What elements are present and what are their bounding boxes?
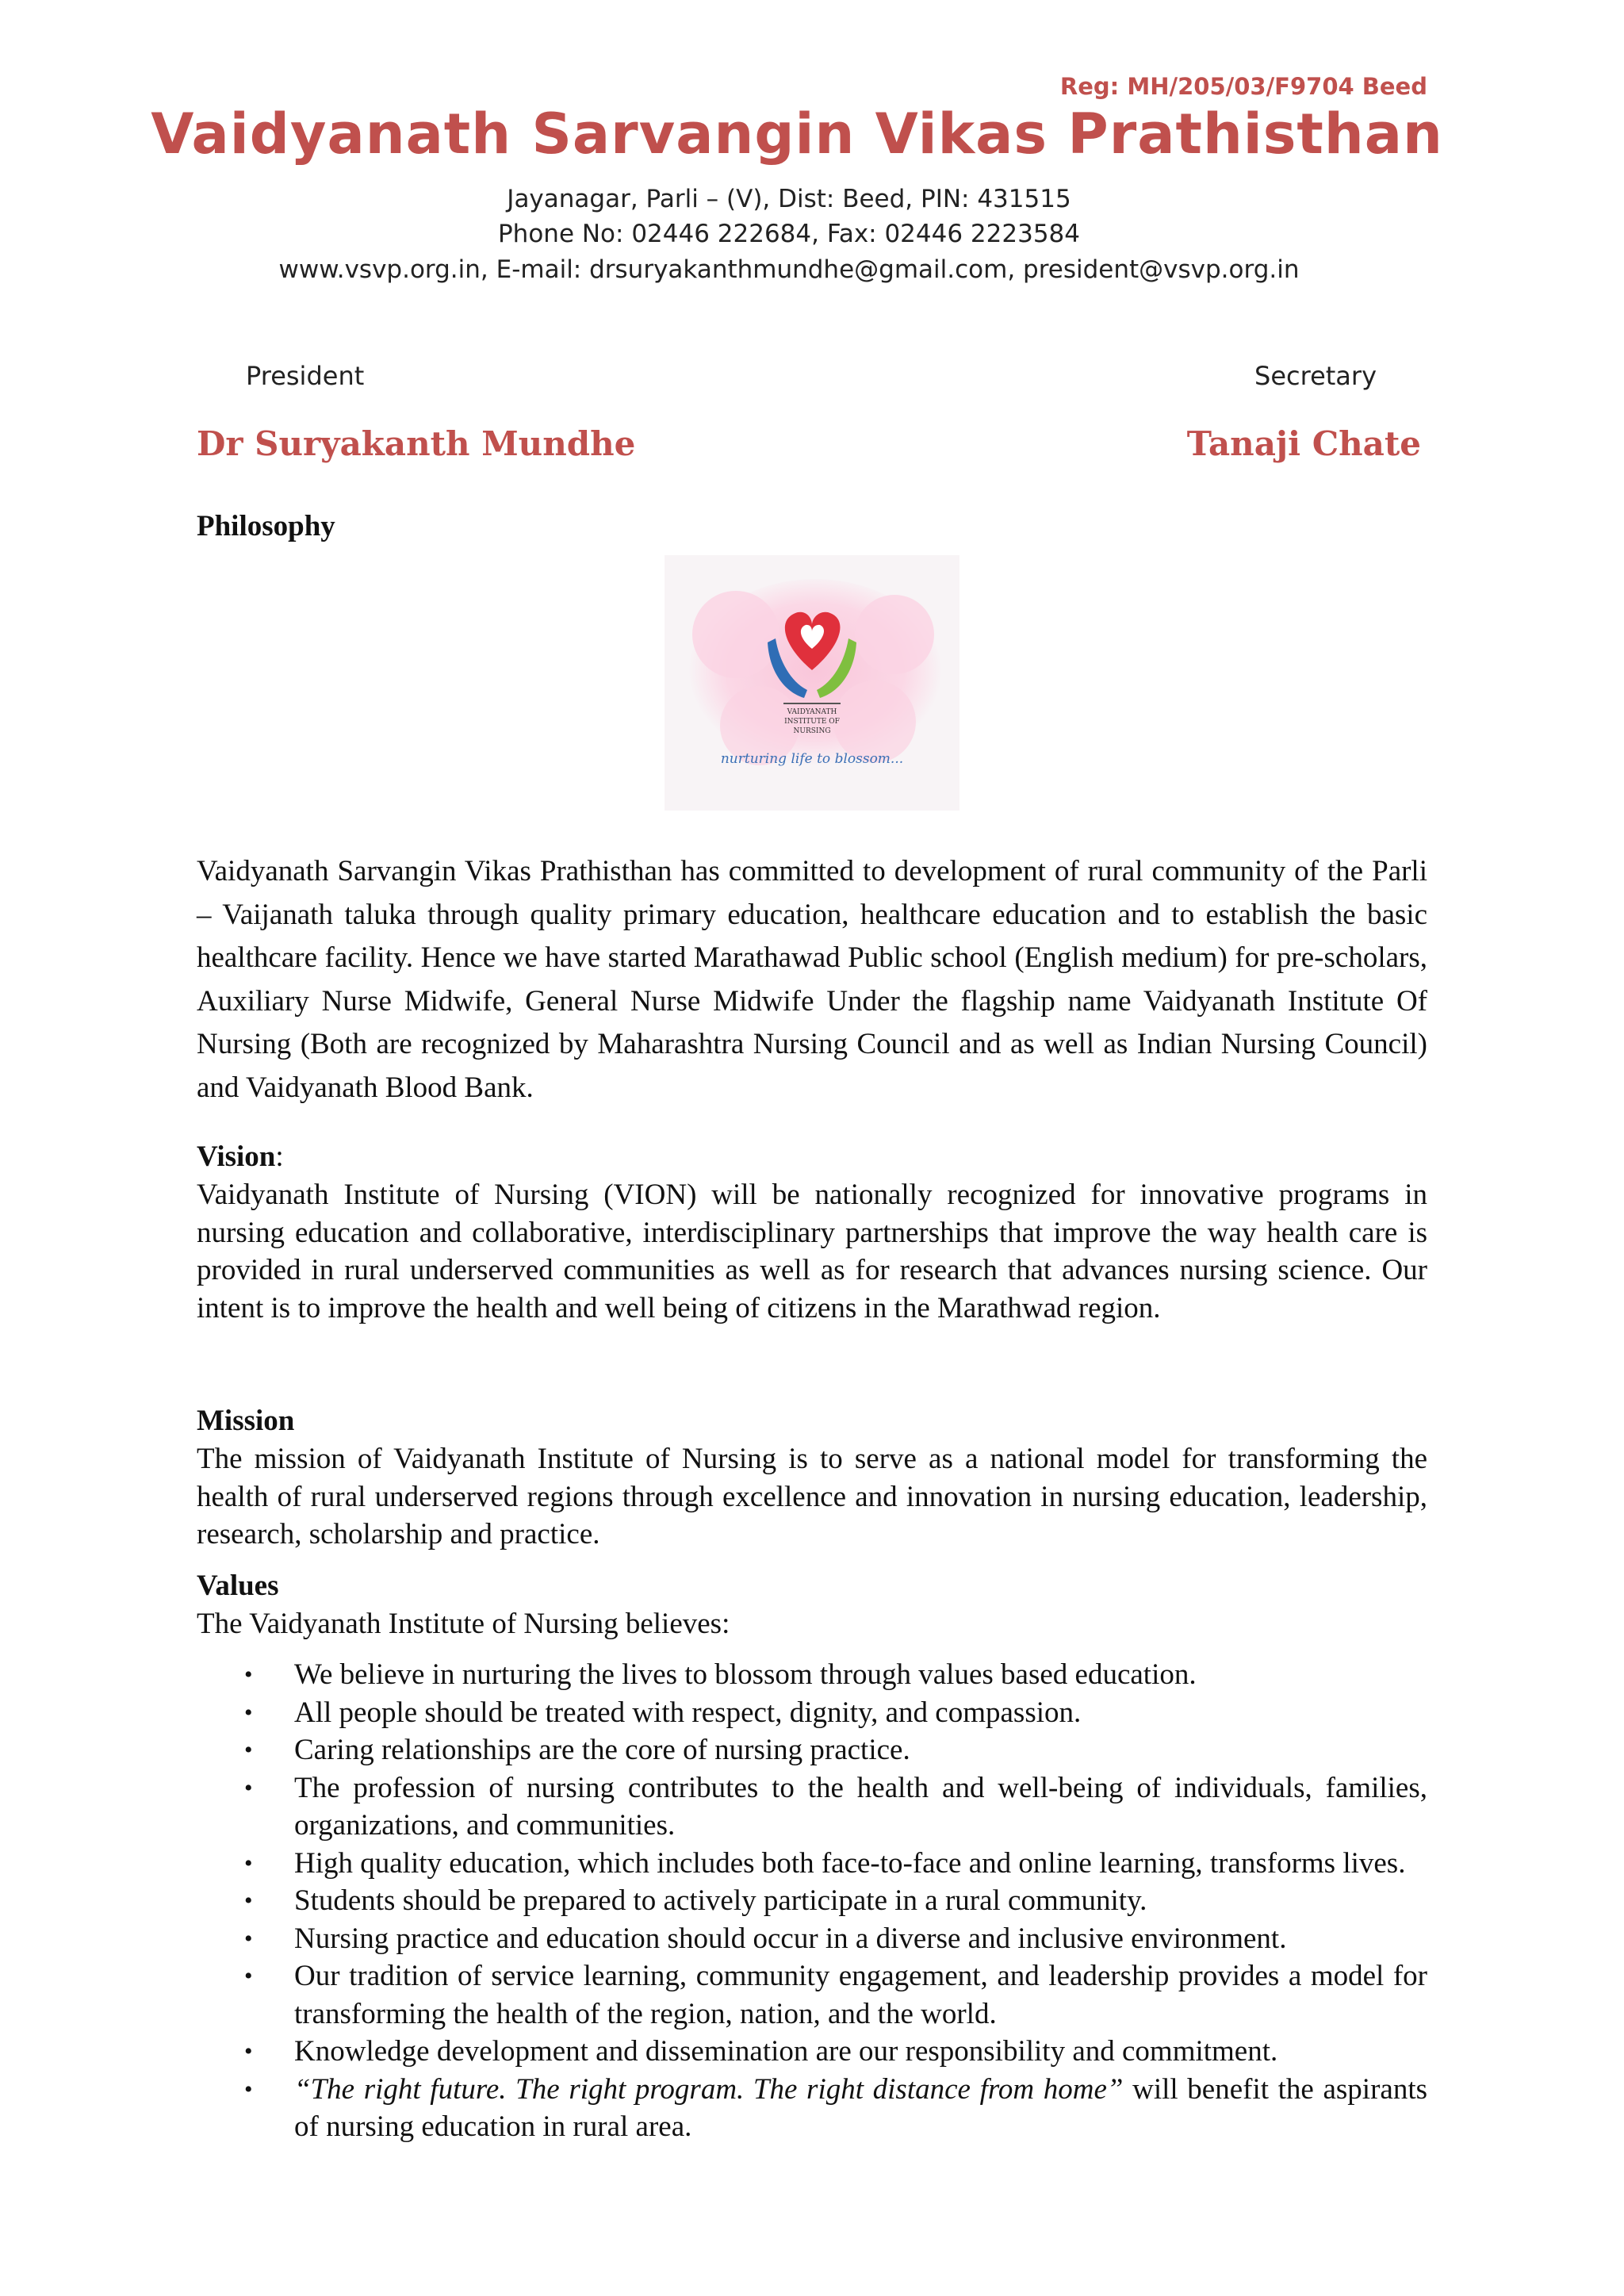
vision-colon: : bbox=[275, 1140, 284, 1173]
bullet-icon: • bbox=[244, 1699, 253, 1726]
logo-text-line-3: NURSING bbox=[793, 727, 831, 735]
list-item: • We believe in nurturing the lives to blossom through values based education. bbox=[197, 1656, 1427, 1694]
values-list bbox=[197, 1656, 1427, 2146]
vision-heading-row bbox=[197, 1140, 284, 1174]
bullet-icon: • bbox=[244, 2076, 253, 2102]
logo-text-line-2: INSTITUTE OF bbox=[784, 718, 840, 726]
list-item: • High quality education, which includes both face-to-face and online learning, transforms lives. bbox=[197, 1845, 1427, 1883]
bullet-icon: • bbox=[244, 2038, 253, 2064]
bullet-icon: • bbox=[244, 1662, 253, 1688]
bullet-icon: • bbox=[244, 1963, 253, 1989]
logo-text-line-1: VAIDYANATH bbox=[787, 708, 837, 716]
secretary-name: Tanaji Chate bbox=[1186, 424, 1421, 463]
web-email-line: www.vsvp.org.in, E-mail: drsuryakanthmundhe@gmail.com, president@vsvp.org.in bbox=[278, 255, 1300, 284]
list-item: • “The right future. The right program. The right distance from home” will benefit the aspirants of nursing education in rural area. bbox=[197, 2071, 1427, 2146]
address-line: Jayanagar, Parli – (V), Dist: Beed, PIN: 431515 bbox=[507, 185, 1071, 213]
philosophy-heading: Philosophy bbox=[197, 510, 335, 542]
values-intro: The Vaidyanath Institute of Nursing believes: bbox=[197, 1608, 730, 1640]
list-item: • Nursing practice and education should occur in a diverse and inclusive environment. bbox=[197, 1920, 1427, 1958]
list-item: • Our tradition of service learning, community engagement, and leadership provides a model for transforming the health of the region, nation, and the world. bbox=[197, 1957, 1427, 2033]
mission-heading: Mission bbox=[197, 1405, 295, 1437]
mission-paragraph: The mission of Vaidyanath Institute of Nursing is to serve as a national model for transforming the health of rural underserved regions through excellence and innovation in nursing education, leadership, research, scholarship and practice. bbox=[197, 1443, 1427, 1550]
registration-number: Reg: MH/205/03/F9704 Beed bbox=[1059, 73, 1427, 100]
president-name: Dr Suryakanth Mundhe bbox=[197, 424, 636, 463]
bullet-icon: • bbox=[244, 1925, 253, 1952]
list-item: • Students should be prepared to actively participate in a rural community. bbox=[197, 1882, 1427, 1920]
institute-logo bbox=[665, 555, 959, 811]
bullet-icon: • bbox=[244, 1774, 253, 1801]
heart-hands-logo-icon bbox=[665, 555, 959, 811]
list-item: • Caring relationships are the core of nursing practice. bbox=[197, 1731, 1427, 1769]
president-label: President bbox=[246, 361, 365, 391]
motto-quote: “The right future. The right program. The right distance from home” bbox=[294, 2072, 1124, 2106]
list-item: • All people should be treated with respect, dignity, and compassion. bbox=[197, 1694, 1427, 1732]
organization-title: Vaidyanath Sarvangin Vikas Prathisthan bbox=[151, 102, 1443, 167]
secretary-label: Secretary bbox=[1254, 361, 1377, 391]
vision-heading: Vision bbox=[197, 1140, 276, 1173]
phone-line: Phone No: 02446 222684, Fax: 02446 2223584 bbox=[497, 220, 1080, 248]
list-item: • Knowledge development and dissemination are our responsibility and commitment. bbox=[197, 2033, 1427, 2071]
logo-tagline: nurturing life to blossom... bbox=[720, 751, 904, 767]
vision-paragraph: Vaidyanath Institute of Nursing (VION) will be nationally recognized for innovative programs in nursing education and collaborative, interdisciplinary partnerships that improve the way health care is provided in rural underserved communities as well as for research that advances nursing science. Our intent is to improve the health and well being of citizens in the Marathwad region. bbox=[197, 1179, 1427, 1324]
bullet-icon: • bbox=[244, 1849, 253, 1876]
list-item: • The profession of nursing contributes to the health and well-being of individuals, families, organizations, and communities. bbox=[197, 1769, 1427, 1845]
bullet-icon: • bbox=[244, 1888, 253, 1914]
values-heading: Values bbox=[197, 1570, 279, 1602]
philosophy-paragraph: Vaidyanath Sarvangin Vikas Prathisthan has committed to development of rural community of the Parli – Vaijanath taluka through quality primary education, healthcare education and to establish the basic healthcare facility. Hence we have started Marathawad Public school (English medium) for pre-scholars, Auxiliary Nurse Midwife, General Nurse Midwife Under the flagship name Vaidyanath Institute Of Nursing (Both are recognized by Maharashtra Nursing Council and as well as Indian Nursing Council) and Vaidyanath Blood Bank. bbox=[197, 855, 1427, 1104]
bullet-icon: • bbox=[244, 1737, 253, 1763]
